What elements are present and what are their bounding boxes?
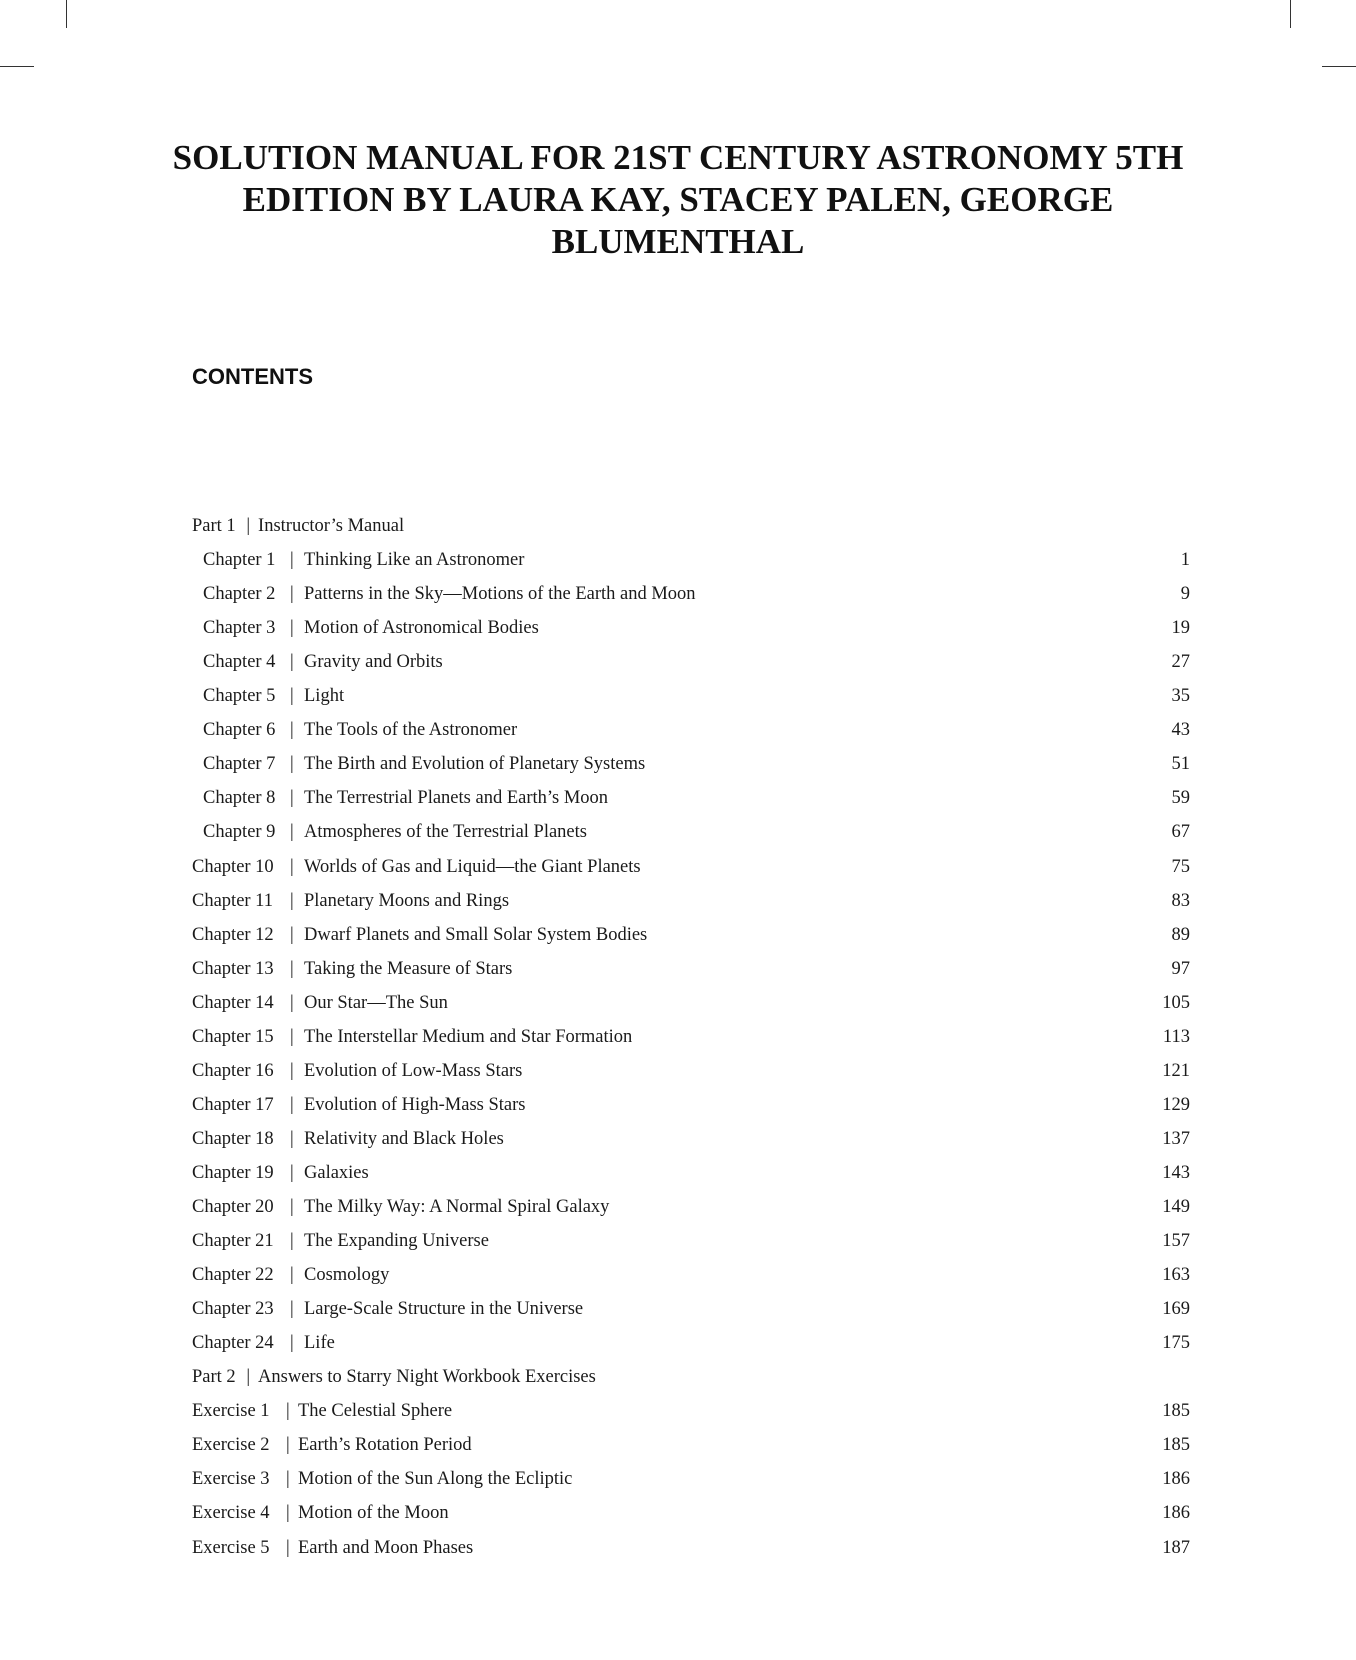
toc-entry-row[interactable]: [203, 749, 1190, 779]
entry-title: Our Star—The Sun: [304, 992, 448, 1013]
toc-entry-row[interactable]: [192, 954, 1190, 984]
separator-bar: |: [290, 1333, 294, 1354]
entry-page-number: 157: [1162, 1231, 1190, 1252]
entry-label: Chapter 9: [203, 822, 276, 843]
separator-bar: |: [290, 1060, 294, 1081]
entry-label: Chapter 12: [192, 924, 274, 945]
separator-bar: |: [290, 1299, 294, 1320]
entry-title: Dwarf Planets and Small Solar System Bodies: [304, 924, 648, 945]
part-title: Instructor’s Manual: [258, 516, 405, 536]
separator-bar: |: [286, 1469, 290, 1490]
entry-page-number: 27: [1171, 652, 1190, 673]
entry-label: Chapter 16: [192, 1060, 274, 1081]
crop-mark-top-right-vertical: [1290, 0, 1291, 28]
separator-bar: |: [246, 1367, 251, 1388]
entry-label: Chapter 11: [192, 890, 274, 911]
entry-title: Motion of the Moon: [298, 1503, 449, 1524]
entry-title: Patterns in the Sky—Motions of the Earth and Moon: [304, 584, 696, 605]
toc-entry-row[interactable]: [192, 1022, 1190, 1052]
entry-label: Chapter 18: [192, 1128, 274, 1149]
entry-label: Chapter 7: [203, 754, 276, 775]
entry-label: Chapter 4: [203, 652, 276, 673]
entry-page-number: 43: [1171, 720, 1190, 741]
separator-bar: |: [286, 1401, 290, 1422]
separator-bar: |: [290, 754, 294, 775]
entry-title: The Milky Way: A Normal Spiral Galaxy: [304, 1197, 610, 1217]
separator-bar: |: [290, 1026, 294, 1047]
entry-label: Chapter 2: [203, 584, 276, 605]
entry-title: Thinking Like an Astronomer: [304, 550, 525, 571]
entry-title: Motion of Astronomical Bodies: [304, 618, 539, 639]
entry-title: Atmospheres of the Terrestrial Planets: [304, 822, 587, 843]
separator-bar: |: [290, 686, 294, 707]
entry-label: Chapter 23: [192, 1299, 274, 1320]
entry-label: Exercise 4: [192, 1503, 270, 1524]
separator-bar: |: [290, 652, 294, 673]
separator-bar: |: [290, 1197, 294, 1217]
entry-page-number: 75: [1171, 856, 1190, 877]
document-title: SOLUTION MANUAL FOR 21ST CENTURY ASTRONOMY 5TH EDITION BY LAURA KAY, STACEY PALEN, GEORGE BLUMENTHAL: [172, 138, 1184, 261]
separator-bar: |: [290, 1231, 294, 1252]
toc-entry-row[interactable]: [192, 852, 1190, 882]
part-label: Part 2: [192, 1367, 236, 1388]
entry-label: Chapter 15: [192, 1026, 274, 1047]
separator-bar: |: [290, 1094, 294, 1115]
entry-page-number: 186: [1162, 1503, 1190, 1524]
toc-entry-row[interactable]: [192, 1192, 1190, 1222]
toc-entry-row[interactable]: [192, 1226, 1190, 1256]
separator-bar: |: [290, 618, 294, 639]
separator-bar: |: [290, 856, 294, 877]
entry-title: Evolution of Low-Mass Stars: [304, 1060, 523, 1081]
toc-entry-row[interactable]: [203, 715, 1190, 745]
entry-label: Exercise 2: [192, 1435, 270, 1456]
entry-title: Earth and Moon Phases: [298, 1537, 474, 1558]
toc-entry-row[interactable]: [203, 579, 1190, 609]
entry-label: Chapter 19: [192, 1162, 274, 1183]
toc-part-row: [192, 1362, 1192, 1392]
entry-page-number: 19: [1171, 618, 1190, 639]
entry-page-number: 149: [1162, 1197, 1190, 1217]
entry-label: Chapter 13: [192, 958, 274, 979]
entry-label: Chapter 17: [192, 1094, 274, 1115]
entry-label: Chapter 20: [192, 1197, 274, 1217]
entry-title: The Birth and Evolution of Planetary Systems: [304, 754, 646, 775]
separator-bar: |: [286, 1503, 290, 1524]
toc-entry-row[interactable]: [192, 1124, 1190, 1154]
entry-page-number: 51: [1171, 754, 1190, 775]
entry-page-number: 105: [1162, 992, 1190, 1013]
toc-entry-row[interactable]: [203, 613, 1190, 643]
toc-entry-row[interactable]: [203, 647, 1190, 677]
entry-page-number: 187: [1162, 1537, 1190, 1558]
entry-page-number: 143: [1162, 1162, 1190, 1183]
entry-page-number: 67: [1171, 822, 1190, 843]
entry-title: Taking the Measure of Stars: [304, 958, 513, 979]
entry-page-number: 113: [1162, 1026, 1190, 1047]
separator-bar: |: [290, 1128, 294, 1149]
toc-entry-row[interactable]: [192, 1464, 1190, 1494]
entry-title: The Interstellar Medium and Star Formation: [304, 1026, 633, 1047]
separator-bar: |: [246, 516, 251, 536]
entry-page-number: 186: [1162, 1469, 1190, 1490]
entry-title: The Expanding Universe: [304, 1231, 489, 1252]
part-label: Part 1: [192, 516, 236, 536]
entry-title: Life: [304, 1333, 335, 1354]
toc-entry-row[interactable]: [192, 1056, 1190, 1086]
entry-page-number: 83: [1171, 890, 1190, 911]
entry-title: Evolution of High-Mass Stars: [304, 1094, 526, 1115]
separator-bar: |: [290, 1162, 294, 1183]
contents-heading: CONTENTS: [192, 364, 313, 389]
entry-label: Chapter 6: [203, 720, 276, 741]
separator-bar: |: [290, 550, 294, 571]
separator-bar: |: [290, 822, 294, 843]
entry-title: Relativity and Black Holes: [304, 1128, 504, 1149]
entry-page-number: 1: [1180, 550, 1190, 571]
entry-label: Chapter 1: [203, 550, 276, 571]
entry-page-number: 185: [1162, 1435, 1190, 1456]
entry-label: Chapter 8: [203, 788, 276, 809]
toc-part-row: [192, 511, 1192, 541]
separator-bar: |: [286, 1435, 290, 1456]
entry-page-number: 175: [1162, 1333, 1190, 1354]
entry-label: Chapter 10: [192, 856, 274, 877]
entry-page-number: 59: [1171, 788, 1190, 809]
entry-label: Chapter 3: [203, 618, 276, 639]
entry-label: Exercise 5: [192, 1537, 270, 1558]
entry-title: Earth’s Rotation Period: [298, 1435, 472, 1456]
entry-title: Galaxies: [304, 1162, 369, 1183]
entry-page-number: 129: [1162, 1094, 1190, 1115]
entry-label: Chapter 24: [192, 1333, 274, 1354]
toc-entry-row[interactable]: [192, 1294, 1190, 1324]
toc-entry-row[interactable]: [192, 1533, 1190, 1563]
toc-entry-row[interactable]: [192, 1430, 1190, 1460]
entry-title: Gravity and Orbits: [304, 652, 443, 673]
entry-label: Chapter 5: [203, 686, 276, 707]
entry-title: The Celestial Sphere: [298, 1401, 453, 1422]
separator-bar: |: [286, 1537, 290, 1558]
toc-entry-row[interactable]: [203, 783, 1190, 813]
separator-bar: |: [290, 584, 294, 605]
entry-title: Large-Scale Structure in the Universe: [304, 1299, 584, 1320]
entry-title: The Tools of the Astronomer: [304, 720, 518, 741]
crop-mark-top-left-horizontal: [0, 66, 34, 67]
separator-bar: |: [290, 992, 294, 1013]
entry-title: Motion of the Sun Along the Ecliptic: [298, 1469, 573, 1490]
entry-label: Exercise 1: [192, 1401, 270, 1422]
entry-title: The Terrestrial Planets and Earth’s Moon: [304, 788, 609, 809]
crop-mark-top-right-horizontal: [1322, 66, 1356, 67]
toc-entry-row[interactable]: [192, 920, 1190, 950]
entry-label: Chapter 14: [192, 992, 274, 1013]
entry-label: Chapter 21: [192, 1231, 274, 1252]
entry-label: Exercise 3: [192, 1469, 270, 1490]
entry-title: Worlds of Gas and Liquid—the Giant Planets: [304, 856, 641, 877]
separator-bar: |: [290, 788, 294, 809]
separator-bar: |: [290, 924, 294, 945]
separator-bar: |: [290, 958, 294, 979]
entry-page-number: 137: [1162, 1128, 1190, 1149]
entry-label: Chapter 22: [192, 1265, 274, 1286]
toc-entry-row[interactable]: [203, 681, 1190, 711]
entry-page-number: 185: [1162, 1401, 1190, 1422]
separator-bar: |: [290, 890, 294, 911]
separator-bar: |: [290, 1265, 294, 1286]
entry-page-number: 9: [1180, 584, 1190, 605]
toc-entry-row[interactable]: [192, 886, 1190, 916]
toc-entry-row[interactable]: [203, 817, 1190, 847]
entry-title: Cosmology: [304, 1265, 390, 1286]
part-title: Answers to Starry Night Workbook Exercises: [258, 1367, 596, 1388]
toc-entry-row[interactable]: [192, 1498, 1190, 1528]
entry-page-number: 163: [1162, 1265, 1190, 1286]
toc-entry-row[interactable]: [192, 1260, 1190, 1290]
entry-title: Planetary Moons and Rings: [304, 890, 510, 911]
entry-title: Light: [304, 686, 345, 707]
toc-entry-row[interactable]: [192, 1158, 1190, 1188]
entry-page-number: 35: [1171, 686, 1190, 707]
entry-page-number: 121: [1162, 1060, 1190, 1081]
crop-mark-top-left-vertical: [66, 0, 67, 28]
entry-page-number: 97: [1171, 958, 1190, 979]
toc-entry-row[interactable]: [192, 988, 1190, 1018]
separator-bar: |: [290, 720, 294, 741]
toc-entry-row[interactable]: [203, 545, 1190, 575]
toc-entry-row[interactable]: [192, 1090, 1190, 1120]
entry-page-number: 169: [1162, 1299, 1190, 1320]
entry-page-number: 89: [1171, 924, 1190, 945]
toc-entry-row[interactable]: [192, 1328, 1190, 1358]
toc-entry-row[interactable]: [192, 1396, 1190, 1426]
